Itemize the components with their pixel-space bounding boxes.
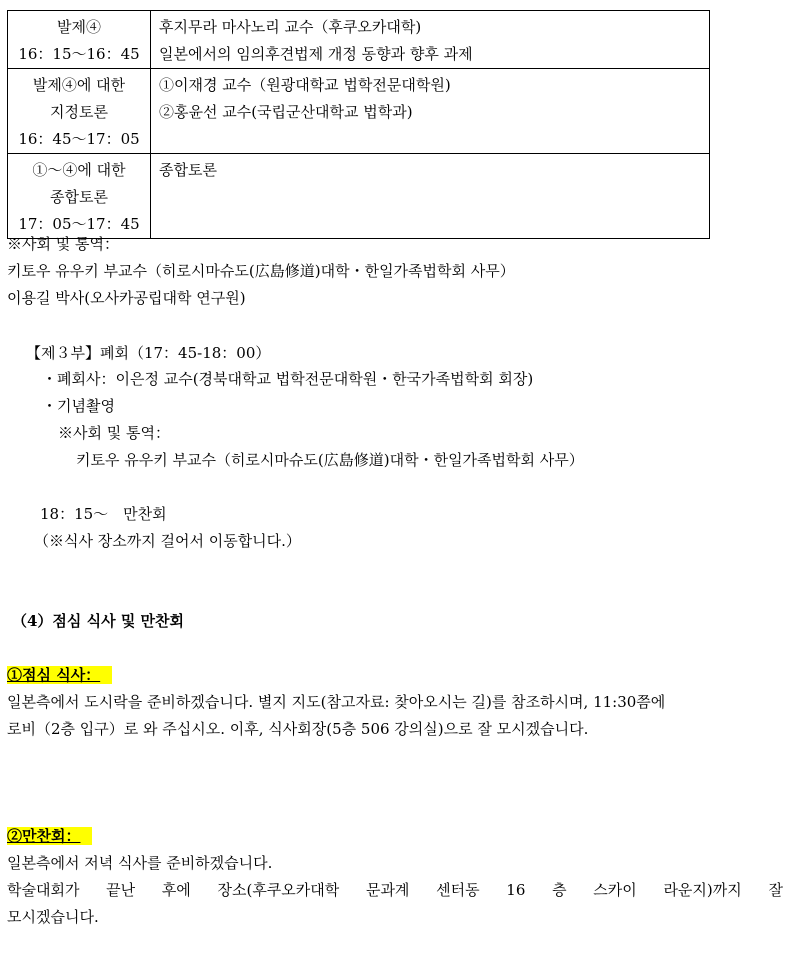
session-time: 17：05～17：45	[18, 215, 140, 233]
dinner-word: 라운지)까지	[663, 881, 742, 899]
closing-remarks: ・폐회사：이은정 교수(경북대학교 법학전문대학원・한국가족법학회 회장)	[42, 370, 534, 388]
dinner-word: 스카이	[593, 881, 637, 899]
moderator-line: 키토우 유우키 부교수（히로시마슈도(広島修道)대학・한일가족법학회 사무）	[7, 262, 515, 280]
dinner-word: 문과계	[365, 881, 410, 899]
dinner-title: ②만찬회：	[7, 827, 92, 845]
session-label: ①～④에 대한	[32, 161, 126, 179]
dinner-title-wrap	[7, 826, 92, 846]
lunch-line: 일본측에서 도시락을 준비하겠습니다. 별지 지도(참고자료: 찾아오시는 길)를 참조하시며, 11:30쯤에	[7, 693, 666, 711]
discussant: ②홍윤선 교수(국립군산대학교 법학과)	[159, 103, 413, 121]
dinner-line: 일본측에서 저녁 식사를 준비하겠습니다.	[7, 854, 273, 872]
lunch-title-wrap	[7, 665, 112, 685]
walk-note: （※식사 장소까지 걸어서 이동합니다.）	[34, 532, 301, 550]
moderator-line: 이용길 박사(오사카공립대학 연구원)	[7, 289, 246, 307]
schedule-session-cell	[8, 69, 151, 154]
group-photo: ・기념촬영	[42, 397, 115, 415]
session-time: 16：45～17：05	[18, 130, 140, 148]
part3-moderator-label: ※사회 및 통역：	[58, 424, 170, 442]
session-label: 발제④	[57, 18, 101, 36]
part3-title: 【제３부】폐회（17：45-18：00）	[26, 344, 271, 362]
lunch-line: 로비（2층 입구）로 와 주십시오. 이후, 식사회장(5층 506 강의실)으로 잘 모시겠습니다.	[7, 720, 589, 738]
discussant: ①이재경 교수（원광대학교 법학전문대학원)	[159, 76, 451, 94]
schedule-row	[8, 69, 710, 154]
session-label: 지정토론	[50, 103, 108, 121]
section-heading: （4）점심 식사 및 만찬회	[12, 612, 185, 630]
session-detail: 종합토론	[159, 161, 217, 179]
part3-moderator-name: 키토우 유우키 부교수（히로시마슈도(広島修道)대학・한일가족법학회 사무）	[76, 451, 584, 469]
dinner-word: 장소(후쿠오카대학	[217, 881, 340, 899]
dinner-time: 18：15～ 만찬회	[40, 505, 167, 523]
schedule-detail-cell	[151, 11, 710, 69]
dinner-line: 모시겠습니다.	[7, 908, 99, 926]
dinner-word: 센터동	[436, 881, 480, 899]
schedule-row	[8, 11, 710, 69]
schedule-session-cell	[8, 154, 151, 239]
schedule-row	[8, 154, 710, 239]
session-time: 16：15～16：45	[18, 45, 140, 63]
dinner-word: 끝난	[106, 881, 136, 899]
moderator-label: ※사회 및 통역：	[7, 235, 119, 253]
dinner-word: 16	[506, 881, 526, 899]
presentation-title: 일본에서의 임의후견법제 개정 동향과 향후 과제	[159, 45, 473, 63]
lunch-title: ①점심 식사：	[7, 666, 112, 684]
dinner-word: 후에	[161, 881, 191, 899]
session-label: 발제④에 대한	[32, 76, 126, 94]
dinner-line-justified	[7, 880, 783, 900]
schedule-detail-cell	[151, 69, 710, 154]
schedule-detail-cell	[151, 154, 710, 239]
presenter: 후지무라 마사노리 교수（후쿠오카대학)	[159, 18, 422, 36]
session-label: 종합토론	[50, 188, 108, 206]
dinner-word: 잘	[768, 881, 783, 899]
dinner-word: 층	[552, 881, 567, 899]
schedule-session-cell	[8, 11, 151, 69]
dinner-word: 학술대회가	[7, 881, 80, 899]
schedule-table	[7, 10, 710, 239]
